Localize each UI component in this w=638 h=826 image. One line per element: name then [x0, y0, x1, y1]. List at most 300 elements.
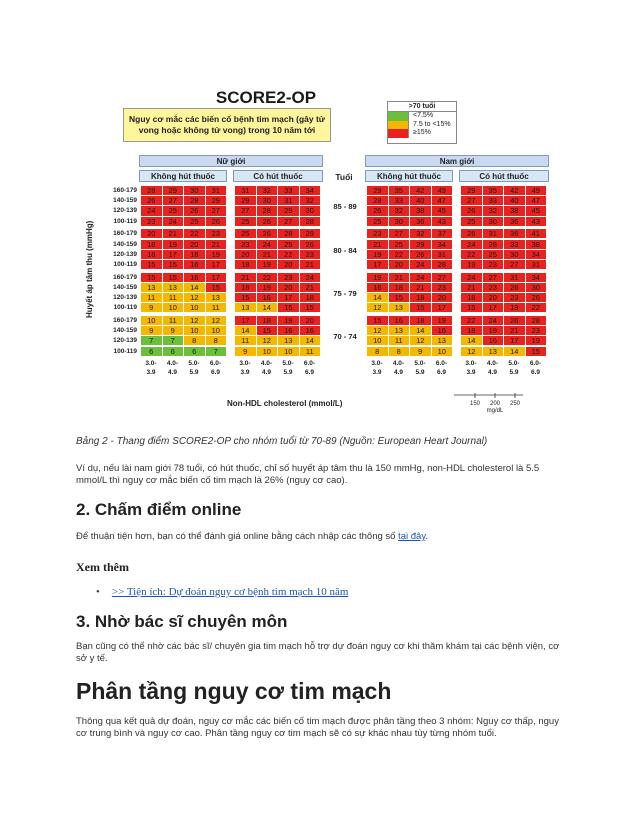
risk-cell: 10 — [163, 303, 184, 312]
risk-cell: 19 — [367, 273, 388, 282]
risk-cell: 23 — [141, 217, 162, 226]
x-tick-label: 4.9 — [167, 369, 178, 377]
risk-cell: 25 — [184, 217, 205, 226]
chart-legend — [387, 101, 457, 144]
legend-label-low: <7.5% — [413, 112, 434, 119]
risk-cell: 27 — [483, 273, 504, 282]
x-tick-label: 5.0- — [414, 360, 426, 368]
risk-cell: 24 — [300, 273, 321, 282]
risk-cell: 18 — [410, 316, 431, 325]
risk-cell: 17 — [483, 303, 504, 312]
risk-cell: 31 — [278, 196, 299, 205]
risk-cell: 12 — [184, 316, 205, 325]
risk-cell: 22 — [461, 250, 482, 259]
subgroup-male-smoker: Có hút thuốc — [459, 170, 549, 182]
mgdl-tick-label-250: 250 — [509, 401, 520, 407]
risk-cell: 26 — [141, 196, 162, 205]
risk-cell: 24 — [461, 273, 482, 282]
risk-cell: 14 — [257, 303, 278, 312]
legend-swatch-low — [388, 112, 409, 121]
legend-entry-mid — [388, 121, 456, 130]
x-tick-label: 4.0- — [392, 360, 405, 368]
y-axis-label: Huyết áp tâm thu (mmHg) — [85, 220, 94, 318]
risk-cell: 19 — [504, 303, 525, 312]
risk-cell: 45 — [526, 206, 547, 215]
risk-cell: 21 — [235, 273, 256, 282]
risk-cell: 24 — [410, 273, 431, 282]
x-tick-label: 3.9 — [240, 369, 250, 377]
risk-cell: 14 — [300, 336, 321, 345]
sbp-row-label: 160-179 — [113, 230, 137, 238]
risk-cell: 21 — [410, 283, 431, 292]
age-header: Tuổi — [335, 172, 353, 182]
age-band-label: 80 - 84 — [333, 245, 357, 255]
risk-cell: 29 — [367, 186, 388, 195]
x-tick-label: 5.9 — [415, 369, 425, 377]
risk-cell: 34 — [300, 186, 321, 195]
x-tick-label: 6.0- — [209, 360, 222, 368]
risk-cell: 23 — [483, 283, 504, 292]
risk-cell: 14 — [184, 283, 205, 292]
risk-cell: 12 — [461, 347, 482, 356]
risk-cell: 17 — [163, 250, 184, 259]
risk-cell: 18 — [461, 293, 482, 302]
risk-cell: 11 — [163, 316, 184, 325]
legend-entry-low — [388, 112, 456, 121]
sbp-row-label: 100-119 — [113, 260, 137, 268]
risk-cell: 34 — [432, 240, 453, 249]
legend-label-high: ≥15% — [413, 129, 431, 136]
risk-cell: 22 — [461, 316, 482, 325]
risk-cell: 13 — [432, 336, 453, 345]
risk-cell: 7 — [141, 336, 162, 345]
risk-cell: 15 — [141, 260, 162, 269]
risk-cell: 24 — [483, 316, 504, 325]
risk-cell: 20 — [483, 293, 504, 302]
risk-cell: 12 — [367, 303, 388, 312]
risk-cell: 10 — [278, 347, 299, 356]
risk-cell: 14 — [461, 336, 482, 345]
risk-cell: 34 — [526, 273, 547, 282]
risk-cell: 11 — [163, 293, 184, 302]
risk-cell: 26 — [257, 229, 278, 238]
risk-cell: 13 — [389, 303, 410, 312]
legend-swatch-mid — [388, 121, 409, 130]
risk-cell: 29 — [206, 196, 227, 205]
x-tick-label: 3.9 — [146, 369, 156, 377]
risk-cell: 17 — [206, 260, 227, 269]
risk-cell: 10 — [184, 303, 205, 312]
sbp-row-label: 100-119 — [113, 217, 137, 225]
risk-cell: 37 — [432, 229, 453, 238]
risk-cell: 25 — [278, 240, 299, 249]
risk-cell: 11 — [300, 347, 321, 356]
risk-cell: 26 — [410, 250, 431, 259]
risk-cell: 27 — [278, 217, 299, 226]
section-2-paragraph: Để thuận tiện hơn, bạn có thể đánh giá online bằng cách nhập các thông số tại đây. — [76, 531, 429, 542]
risk-cell: 30 — [526, 283, 547, 292]
main-heading: Phân tầng nguy cơ tim mạch — [76, 678, 392, 704]
legend-label-mid: 7.5 to <15% — [413, 120, 451, 128]
group-header-female: Nữ giới — [139, 155, 323, 167]
risk-cell: 29 — [235, 196, 256, 205]
risk-cell: 19 — [367, 250, 388, 259]
subgroup-female-nonsmoker: Không hút thuốc — [139, 170, 227, 182]
risk-cell: 29 — [461, 186, 482, 195]
risk-cell: 20 — [432, 293, 453, 302]
risk-cell: 18 — [184, 250, 205, 259]
risk-cell: 22 — [184, 229, 205, 238]
risk-cell: 29 — [278, 206, 299, 215]
risk-cell: 12 — [184, 293, 205, 302]
risk-cell: 17 — [206, 273, 227, 282]
risk-cell: 27 — [163, 196, 184, 205]
risk-cell: 15 — [389, 293, 410, 302]
sbp-row-label: 140-159 — [113, 240, 137, 248]
x-tick-label: 3.9 — [372, 369, 382, 377]
risk-cell: 11 — [141, 293, 162, 302]
risk-cell: 13 — [163, 283, 184, 292]
x-tick-label: 6.0- — [303, 360, 316, 368]
risk-cell: 38 — [526, 240, 547, 249]
risk-cell: 36 — [410, 217, 431, 226]
risk-cell: 22 — [526, 303, 547, 312]
risk-cell: 24 — [163, 217, 184, 226]
age-band-label: 85 - 89 — [333, 202, 357, 212]
risk-cell: 13 — [389, 326, 410, 335]
x-tick-label: 5.9 — [189, 369, 199, 377]
risk-cell: 14 — [410, 326, 431, 335]
risk-cell: 31 — [526, 260, 547, 269]
risk-cell: 15 — [410, 303, 431, 312]
subgroup-male-nonsmoker: Không hút thuốc — [365, 170, 453, 182]
risk-cell: 16 — [184, 273, 205, 282]
x-tick-label: 4.0- — [486, 360, 499, 368]
risk-cell: 24 — [141, 206, 162, 215]
age-band-label: 75 - 79 — [333, 288, 357, 298]
risk-cell: 8 — [184, 336, 205, 345]
section-2-text: Để thuận tiện hơn, bạn có thể đánh giá online bằng cách nhập các thông số — [76, 531, 396, 542]
risk-cell: 30 — [257, 196, 278, 205]
sbp-row-label: 160-179 — [113, 187, 137, 194]
section-2-title: 2. Chấm điểm online — [76, 500, 242, 519]
risk-cell: 26 — [461, 229, 482, 238]
risk-cell: 19 — [432, 316, 453, 325]
risk-cell: 32 — [300, 196, 321, 205]
risk-cell: 9 — [410, 347, 431, 356]
risk-cell: 15 — [163, 273, 184, 282]
sbp-row-label: 140-159 — [113, 197, 137, 205]
sbp-row-label: 120-139 — [113, 250, 137, 258]
risk-cell: 21 — [367, 240, 388, 249]
risk-cell: 35 — [389, 186, 410, 195]
x-tick-label: 3.0- — [465, 360, 477, 368]
risk-cell: 31 — [504, 273, 525, 282]
risk-cell: 28 — [367, 196, 388, 205]
risk-cell: 18 — [300, 293, 321, 302]
risk-cell: 25 — [461, 217, 482, 226]
risk-cell: 20 — [184, 240, 205, 249]
risk-cell: 23 — [235, 240, 256, 249]
risk-cell: 13 — [141, 283, 162, 292]
risk-cell: 15 — [461, 303, 482, 312]
risk-cell: 16 — [389, 316, 410, 325]
risk-cell: 16 — [432, 326, 453, 335]
risk-cell: 33 — [278, 186, 299, 195]
risk-cell: 28 — [257, 206, 278, 215]
x-tick-label: 6.9 — [530, 369, 541, 377]
group-header-male: Nam giới — [365, 155, 549, 167]
mgdl-tick-label-150: 150 — [469, 401, 480, 407]
legend-swatch-high — [388, 129, 409, 138]
risk-cell: 22 — [278, 250, 299, 259]
x-tick-label: 5.0- — [282, 360, 294, 368]
x-tick-label: 4.9 — [261, 369, 272, 377]
risk-cell: 16 — [141, 250, 162, 259]
risk-cell: 28 — [432, 260, 453, 269]
risk-cell: 21 — [206, 240, 227, 249]
risk-cell: 30 — [483, 217, 504, 226]
sbp-row-label: 160-179 — [113, 316, 137, 324]
risk-cell: 10 — [184, 326, 205, 335]
risk-cell: 10 — [432, 347, 453, 356]
see-more-link[interactable]: >> Tiện ích: Dự đoán nguy cơ bệnh tim mạch 10 năm — [111, 586, 349, 598]
section-3-paragraph: Bạn cũng có thể nhờ các bác sĩ/ chuyên gia tim mạch hỗ trợ dự đoán nguy cơ khi thăm khám tại các bệnh viện, cơ sở y tế. — [76, 641, 560, 664]
risk-cell: 28 — [278, 229, 299, 238]
x-tick-label: 3.0- — [145, 360, 157, 368]
risk-cell: 31 — [235, 186, 256, 195]
chart-subtitle: Nguy cơ mắc các biến cố bệnh tim mạch (gây tử vong hoặc không tử vong) trong 10 năm tới — [123, 108, 331, 142]
example-paragraph: Ví dụ, nếu lài nam giới 78 tuổi, có hút thuốc, chỉ số huyết áp tâm thu là 150 mmHg, non-HDL cholesterol là 5.5 mmol/L thì nguy cơ mắc biến cố tim mạch là 26% (nguy cơ cao). — [76, 463, 540, 486]
risk-cell: 33 — [504, 240, 525, 249]
risk-cell: 14 — [235, 326, 256, 335]
risk-cell: 18 — [389, 283, 410, 292]
risk-cell: 33 — [389, 196, 410, 205]
section-3-title: 3. Nhờ bác sĩ chuyên môn — [76, 612, 288, 631]
risk-cell: 20 — [278, 260, 299, 269]
risk-cell: 12 — [206, 316, 227, 325]
figure-caption: Bảng 2 - Thang điểm SCORE2-OP cho nhóm tuổi từ 70-89 (Nguồn: European Heart Journal) — [76, 436, 488, 447]
risk-cell: 33 — [483, 196, 504, 205]
risk-cell: 19 — [278, 316, 299, 325]
risk-cell: 6 — [184, 347, 205, 356]
legend-title: >70 tuổi — [388, 102, 456, 112]
risk-cell: 38 — [410, 206, 431, 215]
risk-cell: 36 — [504, 229, 525, 238]
risk-cell: 16 — [257, 293, 278, 302]
risk-cell: 25 — [367, 217, 388, 226]
risk-cell: 28 — [141, 186, 162, 195]
legend-entry-high — [388, 129, 456, 138]
x-tick-label: 4.9 — [393, 369, 404, 377]
sbp-row-label: 100-119 — [113, 347, 137, 355]
risk-cell: 13 — [278, 336, 299, 345]
risk-cell: 18 — [257, 316, 278, 325]
risk-cell: 47 — [432, 196, 453, 205]
risk-cell: 32 — [483, 206, 504, 215]
risk-cell: 42 — [504, 186, 525, 195]
risk-cell: 24 — [410, 260, 431, 269]
risk-cell: 20 — [278, 283, 299, 292]
risk-cell: 12 — [257, 336, 278, 345]
x-tick-label: 5.9 — [283, 369, 293, 377]
see-more-label: Xem thêm — [76, 560, 129, 574]
risk-cell: 30 — [389, 217, 410, 226]
risk-cell: 10 — [206, 326, 227, 335]
risk-cell: 9 — [141, 303, 162, 312]
risk-cell: 16 — [367, 283, 388, 292]
risk-cell: 29 — [163, 186, 184, 195]
risk-cell: 15 — [235, 293, 256, 302]
risk-cell: 34 — [526, 250, 547, 259]
x-tick-label: 6.9 — [436, 369, 447, 377]
risk-cell: 25 — [163, 206, 184, 215]
risk-cell: 23 — [504, 293, 525, 302]
risk-cell: 18 — [410, 293, 431, 302]
risk-cell: 23 — [526, 326, 547, 335]
risk-cell: 30 — [300, 206, 321, 215]
risk-cell: 27 — [389, 229, 410, 238]
risk-cell: 30 — [184, 186, 205, 195]
x-tick-label: 5.9 — [509, 369, 519, 377]
risk-cell: 13 — [206, 293, 227, 302]
risk-cell: 22 — [257, 273, 278, 282]
sbp-row-label: 160-179 — [113, 273, 137, 281]
sbp-row-label: 140-159 — [113, 283, 137, 291]
risk-cell: 31 — [432, 250, 453, 259]
risk-cell: 23 — [367, 229, 388, 238]
risk-cell: 26 — [257, 217, 278, 226]
risk-cell: 27 — [206, 206, 227, 215]
sbp-row-label: 140-159 — [113, 327, 137, 335]
risk-cell: 45 — [432, 206, 453, 215]
risk-cell: 19 — [483, 326, 504, 335]
risk-cell: 15 — [526, 347, 547, 356]
risk-cell: 16 — [483, 336, 504, 345]
risk-cell: 11 — [235, 336, 256, 345]
risk-cell: 31 — [206, 186, 227, 195]
risk-cell: 10 — [257, 347, 278, 356]
risk-cell: 15 — [163, 260, 184, 269]
risk-cell: 21 — [163, 229, 184, 238]
risk-cell: 28 — [526, 316, 547, 325]
risk-cell: 17 — [278, 293, 299, 302]
risk-cell: 8 — [389, 347, 410, 356]
risk-cell: 43 — [432, 217, 453, 226]
risk-cell: 27 — [504, 260, 525, 269]
risk-cell: 26 — [504, 283, 525, 292]
chart-title: SCORE2-OP — [215, 88, 317, 107]
x-tick-label: 3.9 — [466, 369, 476, 377]
risk-cell: 43 — [526, 217, 547, 226]
risk-cell: 21 — [300, 283, 321, 292]
risk-cell: 18 — [235, 260, 256, 269]
online-score-link[interactable]: tại đây — [398, 531, 426, 542]
risk-cell: 12 — [367, 326, 388, 335]
risk-cell: 24 — [461, 240, 482, 249]
risk-cell: 40 — [504, 196, 525, 205]
risk-cell: 32 — [257, 186, 278, 195]
risk-cell: 23 — [206, 229, 227, 238]
risk-cell: 12 — [410, 336, 431, 345]
final-paragraph: Thông qua kết quả dự đoán, nguy cơ mắc các biến cố tim mạch được phân tầng theo 3 nhóm: Nguy cơ thấp, nguy cơ trung bình và nguy cơ cao. Phân tầng nguy cơ tim mạch sẽ có sự khác nhau tùy từng nhóm tuổi. — [76, 716, 559, 739]
risk-cell: 32 — [389, 206, 410, 215]
risk-cell: 9 — [141, 326, 162, 335]
risk-cell: 25 — [389, 240, 410, 249]
risk-cell: 26 — [300, 240, 321, 249]
risk-cell: 26 — [367, 206, 388, 215]
see-more-item — [96, 586, 348, 598]
risk-cell: 20 — [300, 316, 321, 325]
risk-cell: 49 — [432, 186, 453, 195]
risk-cell: 19 — [257, 283, 278, 292]
risk-cell: 9 — [235, 347, 256, 356]
risk-cell: 15 — [206, 283, 227, 292]
risk-cell: 19 — [526, 336, 547, 345]
risk-cell: 25 — [235, 229, 256, 238]
sbp-row-label: 120-139 — [113, 337, 137, 345]
risk-cell: 13 — [483, 347, 504, 356]
risk-cell: 21 — [461, 283, 482, 292]
risk-cell: 49 — [526, 186, 547, 195]
risk-cell: 36 — [504, 217, 525, 226]
risk-cell: 16 — [300, 326, 321, 335]
risk-cell: 27 — [461, 196, 482, 205]
risk-cell: 40 — [410, 196, 431, 205]
risk-cell: 17 — [367, 260, 388, 269]
risk-cell: 19 — [257, 260, 278, 269]
risk-cell: 26 — [504, 316, 525, 325]
risk-cell: 38 — [504, 206, 525, 215]
risk-cell: 16 — [278, 326, 299, 335]
risk-cell: 26 — [184, 206, 205, 215]
risk-cell: 23 — [432, 283, 453, 292]
risk-cell: 23 — [483, 260, 504, 269]
x-tick-label: 5.0- — [188, 360, 200, 368]
risk-cell: 8 — [206, 336, 227, 345]
risk-cell: 25 — [235, 217, 256, 226]
risk-cell: 8 — [367, 347, 388, 356]
risk-cell: 9 — [163, 326, 184, 335]
risk-cell: 23 — [300, 250, 321, 259]
risk-cell: 7 — [206, 347, 227, 356]
age-band-label: 70 - 74 — [333, 332, 357, 342]
risk-cell: 15 — [278, 303, 299, 312]
risk-cell: 21 — [389, 273, 410, 282]
risk-cell: 15 — [141, 273, 162, 282]
sbp-row-label: 120-139 — [113, 294, 137, 301]
risk-cell: 28 — [483, 240, 504, 249]
risk-cell: 7 — [163, 336, 184, 345]
risk-cell: 10 — [367, 336, 388, 345]
risk-cell: 18 — [141, 240, 162, 249]
risk-cell: 41 — [526, 229, 547, 238]
risk-cell: 24 — [257, 240, 278, 249]
x-tick-label: 4.0- — [260, 360, 273, 368]
risk-cell: 26 — [461, 206, 482, 215]
risk-cell: 11 — [206, 303, 227, 312]
risk-cell: 20 — [235, 250, 256, 259]
x-tick-label: 5.0- — [508, 360, 520, 368]
risk-cell: 17 — [235, 316, 256, 325]
risk-cell: 31 — [483, 229, 504, 238]
risk-cell: 27 — [235, 206, 256, 215]
risk-cell: 21 — [504, 326, 525, 335]
risk-cell: 19 — [461, 260, 482, 269]
risk-cell: 25 — [483, 250, 504, 259]
x-tick-label: 4.9 — [487, 369, 498, 377]
risk-cell: 11 — [389, 336, 410, 345]
